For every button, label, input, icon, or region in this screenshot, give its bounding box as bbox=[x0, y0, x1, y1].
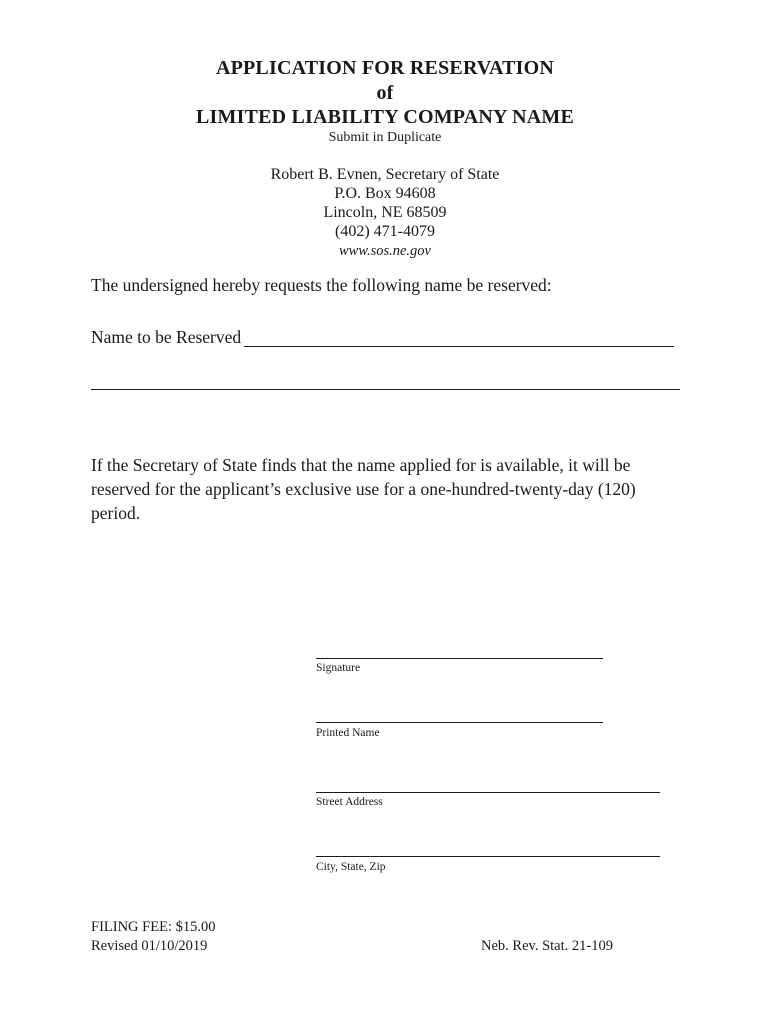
signature-label: Signature bbox=[316, 662, 361, 674]
printed-name-label: Printed Name bbox=[316, 727, 380, 739]
secretary-of-state: Robert B. Evnen, Secretary of State bbox=[270, 166, 500, 183]
printed-name-field[interactable] bbox=[316, 706, 603, 723]
availability-paragraph: If the Secretary of State finds that the name applied for is available, it will be reserved for the applicant’s exclusive use for a one-hundred-twenty-day (120) period. bbox=[91, 455, 636, 523]
name-to-reserve-field-line-2[interactable] bbox=[91, 368, 680, 390]
street-address-field[interactable] bbox=[316, 776, 660, 793]
city-state-zip-label: City, State, Zip bbox=[316, 861, 386, 873]
revision-date: Revised 01/10/2019 bbox=[91, 938, 208, 954]
name-to-reserve-value-line-2 bbox=[91, 370, 95, 390]
city-zip: Lincoln, NE 68509 bbox=[323, 204, 447, 221]
po-box: P.O. Box 94608 bbox=[334, 185, 436, 202]
submit-note: Submit in Duplicate bbox=[328, 130, 442, 145]
statute-reference: Neb. Rev. Stat. 21-109 bbox=[481, 938, 613, 954]
name-to-reserve-label: Name to be Reserved bbox=[91, 327, 242, 347]
name-to-reserve-field[interactable] bbox=[244, 325, 674, 347]
city-state-zip-field[interactable] bbox=[316, 840, 660, 857]
phone-number: (402) 471-4079 bbox=[335, 223, 435, 240]
signature-field[interactable] bbox=[316, 642, 603, 659]
filing-fee: FILING FEE: $15.00 bbox=[91, 919, 216, 935]
website-link[interactable]: www.sos.ne.gov bbox=[339, 243, 431, 259]
form-title-line-2: of bbox=[376, 82, 394, 104]
form-title-line-1: APPLICATION FOR RESERVATION bbox=[215, 57, 555, 79]
street-address-label: Street Address bbox=[316, 796, 383, 808]
name-to-reserve-value bbox=[244, 327, 248, 347]
request-statement: The undersigned hereby requests the following name be reserved: bbox=[91, 275, 552, 295]
form-title-line-3: LIMITED LIABILITY COMPANY NAME bbox=[195, 106, 575, 128]
